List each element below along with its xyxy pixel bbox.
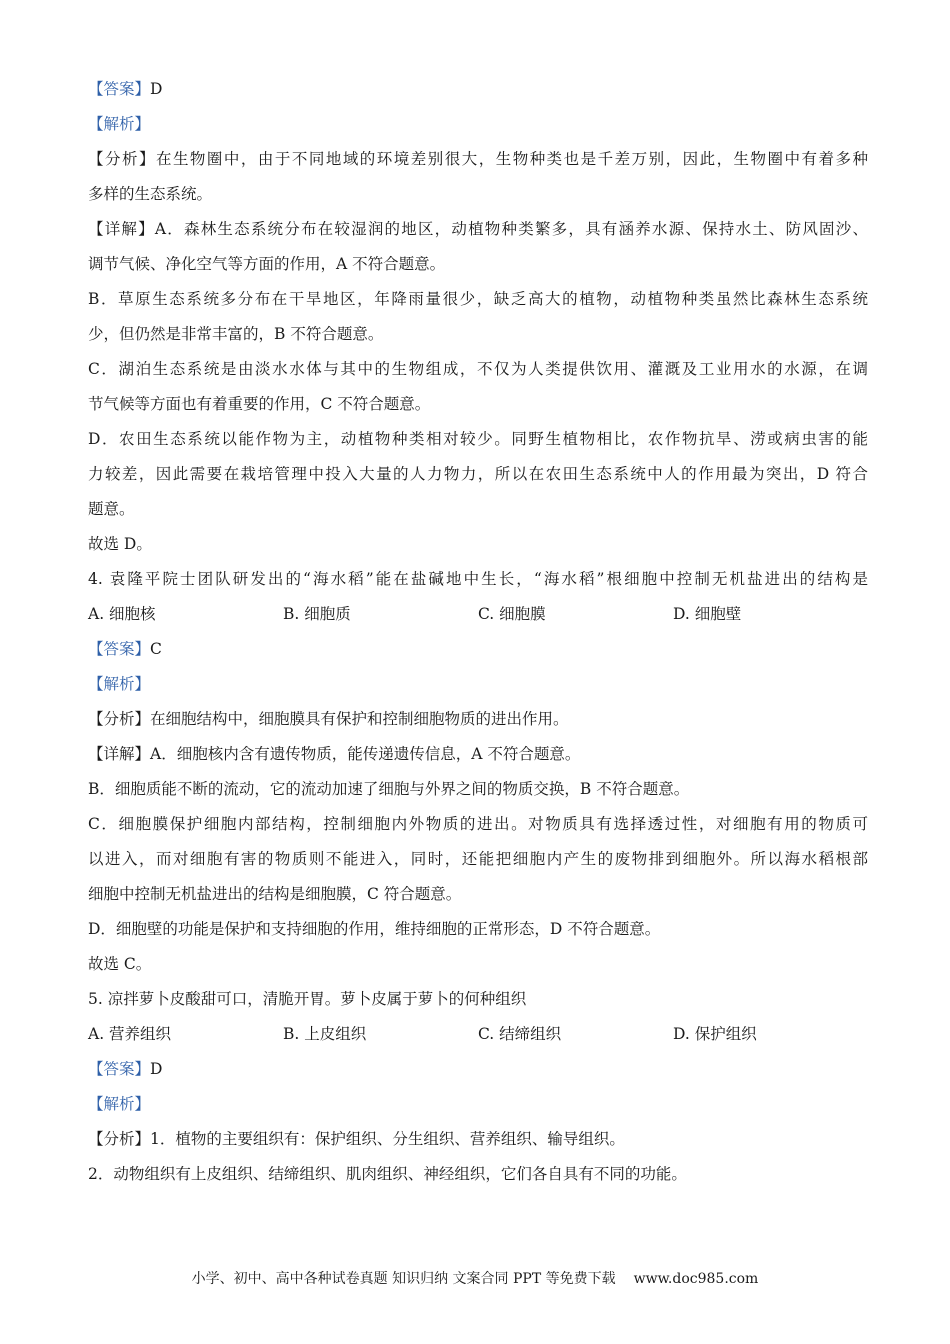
q4-b-line-1: B．细胞质能不断的流动，它的流动加速了细胞与外界之间的物质交换，B 不符合题意。 bbox=[88, 780, 690, 798]
q3-b-line-1: B．草原生态系统多分布在干旱地区，年降雨量很少，缺乏高大的植物，动植物种类虽然比森林生态系统 bbox=[88, 290, 868, 308]
analysis-tag: 【解析】 bbox=[88, 675, 151, 693]
q4-answer-line bbox=[88, 632, 868, 667]
q5-answer-line bbox=[88, 1052, 868, 1087]
q3-xiangjie-a-line-1 bbox=[88, 212, 868, 247]
q5-stem: 5. 凉拌萝卜皮酸甜可口，清脆开胃。萝卜皮属于萝卜的何种组织 bbox=[88, 990, 527, 1008]
q3-fenxi-line-1 bbox=[88, 142, 868, 177]
q5-option-a: A. 营养组织 bbox=[88, 1025, 172, 1043]
q4-option-d: D. 细胞壁 bbox=[673, 605, 742, 623]
fenxi-text: 1．植物的主要组织有：保护组织、分生组织、营养组织、输导组织。 bbox=[150, 1130, 625, 1148]
q5-options bbox=[88, 1017, 868, 1052]
q3-c-line-2: 节气候等方面也有着重要的作用，C 不符合题意。 bbox=[88, 395, 431, 413]
xiangjie-text: A．森林生态系统分布在较湿润的地区，动植物种类繁多，具有涵养水源、保持水土、防风固沙、 bbox=[154, 220, 868, 238]
q5-analysis-heading bbox=[88, 1087, 868, 1122]
xiangjie-text: A．细胞核内含有遗传物质，能传递遗传信息，A 不符合题意。 bbox=[150, 745, 581, 763]
q4-d-line-1: D．细胞壁的功能是保护和支持细胞的作用，维持细胞的正常形态，D 不符合题意。 bbox=[88, 920, 661, 938]
q4-xiangjie-a-line-1 bbox=[88, 737, 868, 772]
fenxi-tag: 【分析】 bbox=[88, 1130, 151, 1148]
q5-fenxi-line-1 bbox=[88, 1122, 868, 1157]
q3-a-line-2: 调节气候、净化空气等方面的作用，A 不符合题意。 bbox=[88, 255, 446, 273]
q4-c-line-3: 细胞中控制无机盐进出的结构是细胞膜，C 符合题意。 bbox=[88, 885, 462, 903]
q4-options bbox=[88, 597, 868, 632]
q3-d-line-1: D．农田生态系统以能作物为主，动植物种类相对较少。同野生植物相比，农作物抗旱、涝或病虫害的能 bbox=[88, 430, 868, 448]
fenxi-tag: 【分析】 bbox=[88, 710, 151, 728]
q4-option-a: A. 细胞核 bbox=[88, 605, 156, 623]
q3-answer-line bbox=[88, 72, 868, 107]
footer-site: www.doc985.com bbox=[633, 1271, 759, 1287]
analysis-tag: 【解析】 bbox=[88, 115, 151, 133]
q4-conclusion: 故选 C。 bbox=[88, 955, 152, 973]
fenxi-tag: 【分析】 bbox=[88, 150, 156, 168]
answer-value: D bbox=[150, 80, 163, 98]
xiangjie-tag: 【详解】 bbox=[88, 220, 155, 238]
answer-tag: 【答案】 bbox=[88, 80, 151, 98]
fenxi-text: 在生物圈中，由于不同地域的环境差别很大，生物种类也是千差万别，因此，生物圈中有着多种 bbox=[155, 150, 868, 168]
q5-option-b: B. 上皮组织 bbox=[283, 1025, 367, 1043]
document-page bbox=[88, 72, 868, 1192]
footer-text: 小学、初中、高中各种试卷真题 知识归纳 文案合同 PPT 等免费下载 bbox=[191, 1271, 616, 1287]
q3-conclusion: 故选 D。 bbox=[88, 535, 152, 553]
q5-option-c: C. 结缔组织 bbox=[478, 1025, 562, 1043]
q4-c-line-1: C．细胞膜保护细胞内部结构，控制细胞内外物质的进出。对物质具有选择透过性，对细胞有用的物质可 bbox=[88, 815, 868, 833]
q4-option-c: C. 细胞膜 bbox=[478, 605, 546, 623]
q5-fenxi-line-2: 2．动物组织有上皮组织、结缔组织、肌肉组织、神经组织，它们各自具有不同的功能。 bbox=[88, 1165, 687, 1183]
q3-d-line-2: 力较差，因此需要在栽培管理中投入大量的人力物力，所以在农田生态系统中人的作用最为突出，D 符合 bbox=[88, 465, 868, 483]
q3-b-line-2: 少，但仍然是非常丰富的，B 不符合题意。 bbox=[88, 325, 384, 343]
answer-value: D bbox=[150, 1060, 163, 1078]
fenxi-text: 在细胞结构中，细胞膜具有保护和控制细胞物质的进出作用。 bbox=[150, 710, 569, 728]
q4-fenxi-line-1 bbox=[88, 702, 868, 737]
q3-fenxi-line-2: 多样的生态系统。 bbox=[88, 185, 213, 203]
answer-tag: 【答案】 bbox=[88, 1060, 151, 1078]
q3-c-line-1: C．湖泊生态系统是由淡水水体与其中的生物组成，不仅为人类提供饮用、灌溉及工业用水的水源，在调 bbox=[88, 360, 868, 378]
q4-option-b: B. 细胞质 bbox=[283, 605, 351, 623]
q4-analysis-heading bbox=[88, 667, 868, 702]
answer-value: C bbox=[150, 640, 162, 658]
q3-d-line-3: 题意。 bbox=[88, 500, 135, 518]
q4-c-line-2: 以进入，而对细胞有害的物质则不能进入，同时，还能把细胞内产生的废物排到细胞外。所以海水稻根部 bbox=[88, 850, 868, 868]
q4-stem: 4. 袁隆平院士团队研发出的“海水稻”能在盐碱地中生长，“海水稻”根细胞中控制无机盐进出的结构是 bbox=[88, 570, 868, 588]
answer-tag: 【答案】 bbox=[88, 640, 151, 658]
analysis-tag: 【解析】 bbox=[88, 1095, 151, 1113]
xiangjie-tag: 【详解】 bbox=[88, 745, 151, 763]
q5-option-d: D. 保护组织 bbox=[673, 1025, 757, 1043]
q3-analysis-heading bbox=[88, 107, 868, 142]
page-footer bbox=[0, 1268, 950, 1288]
